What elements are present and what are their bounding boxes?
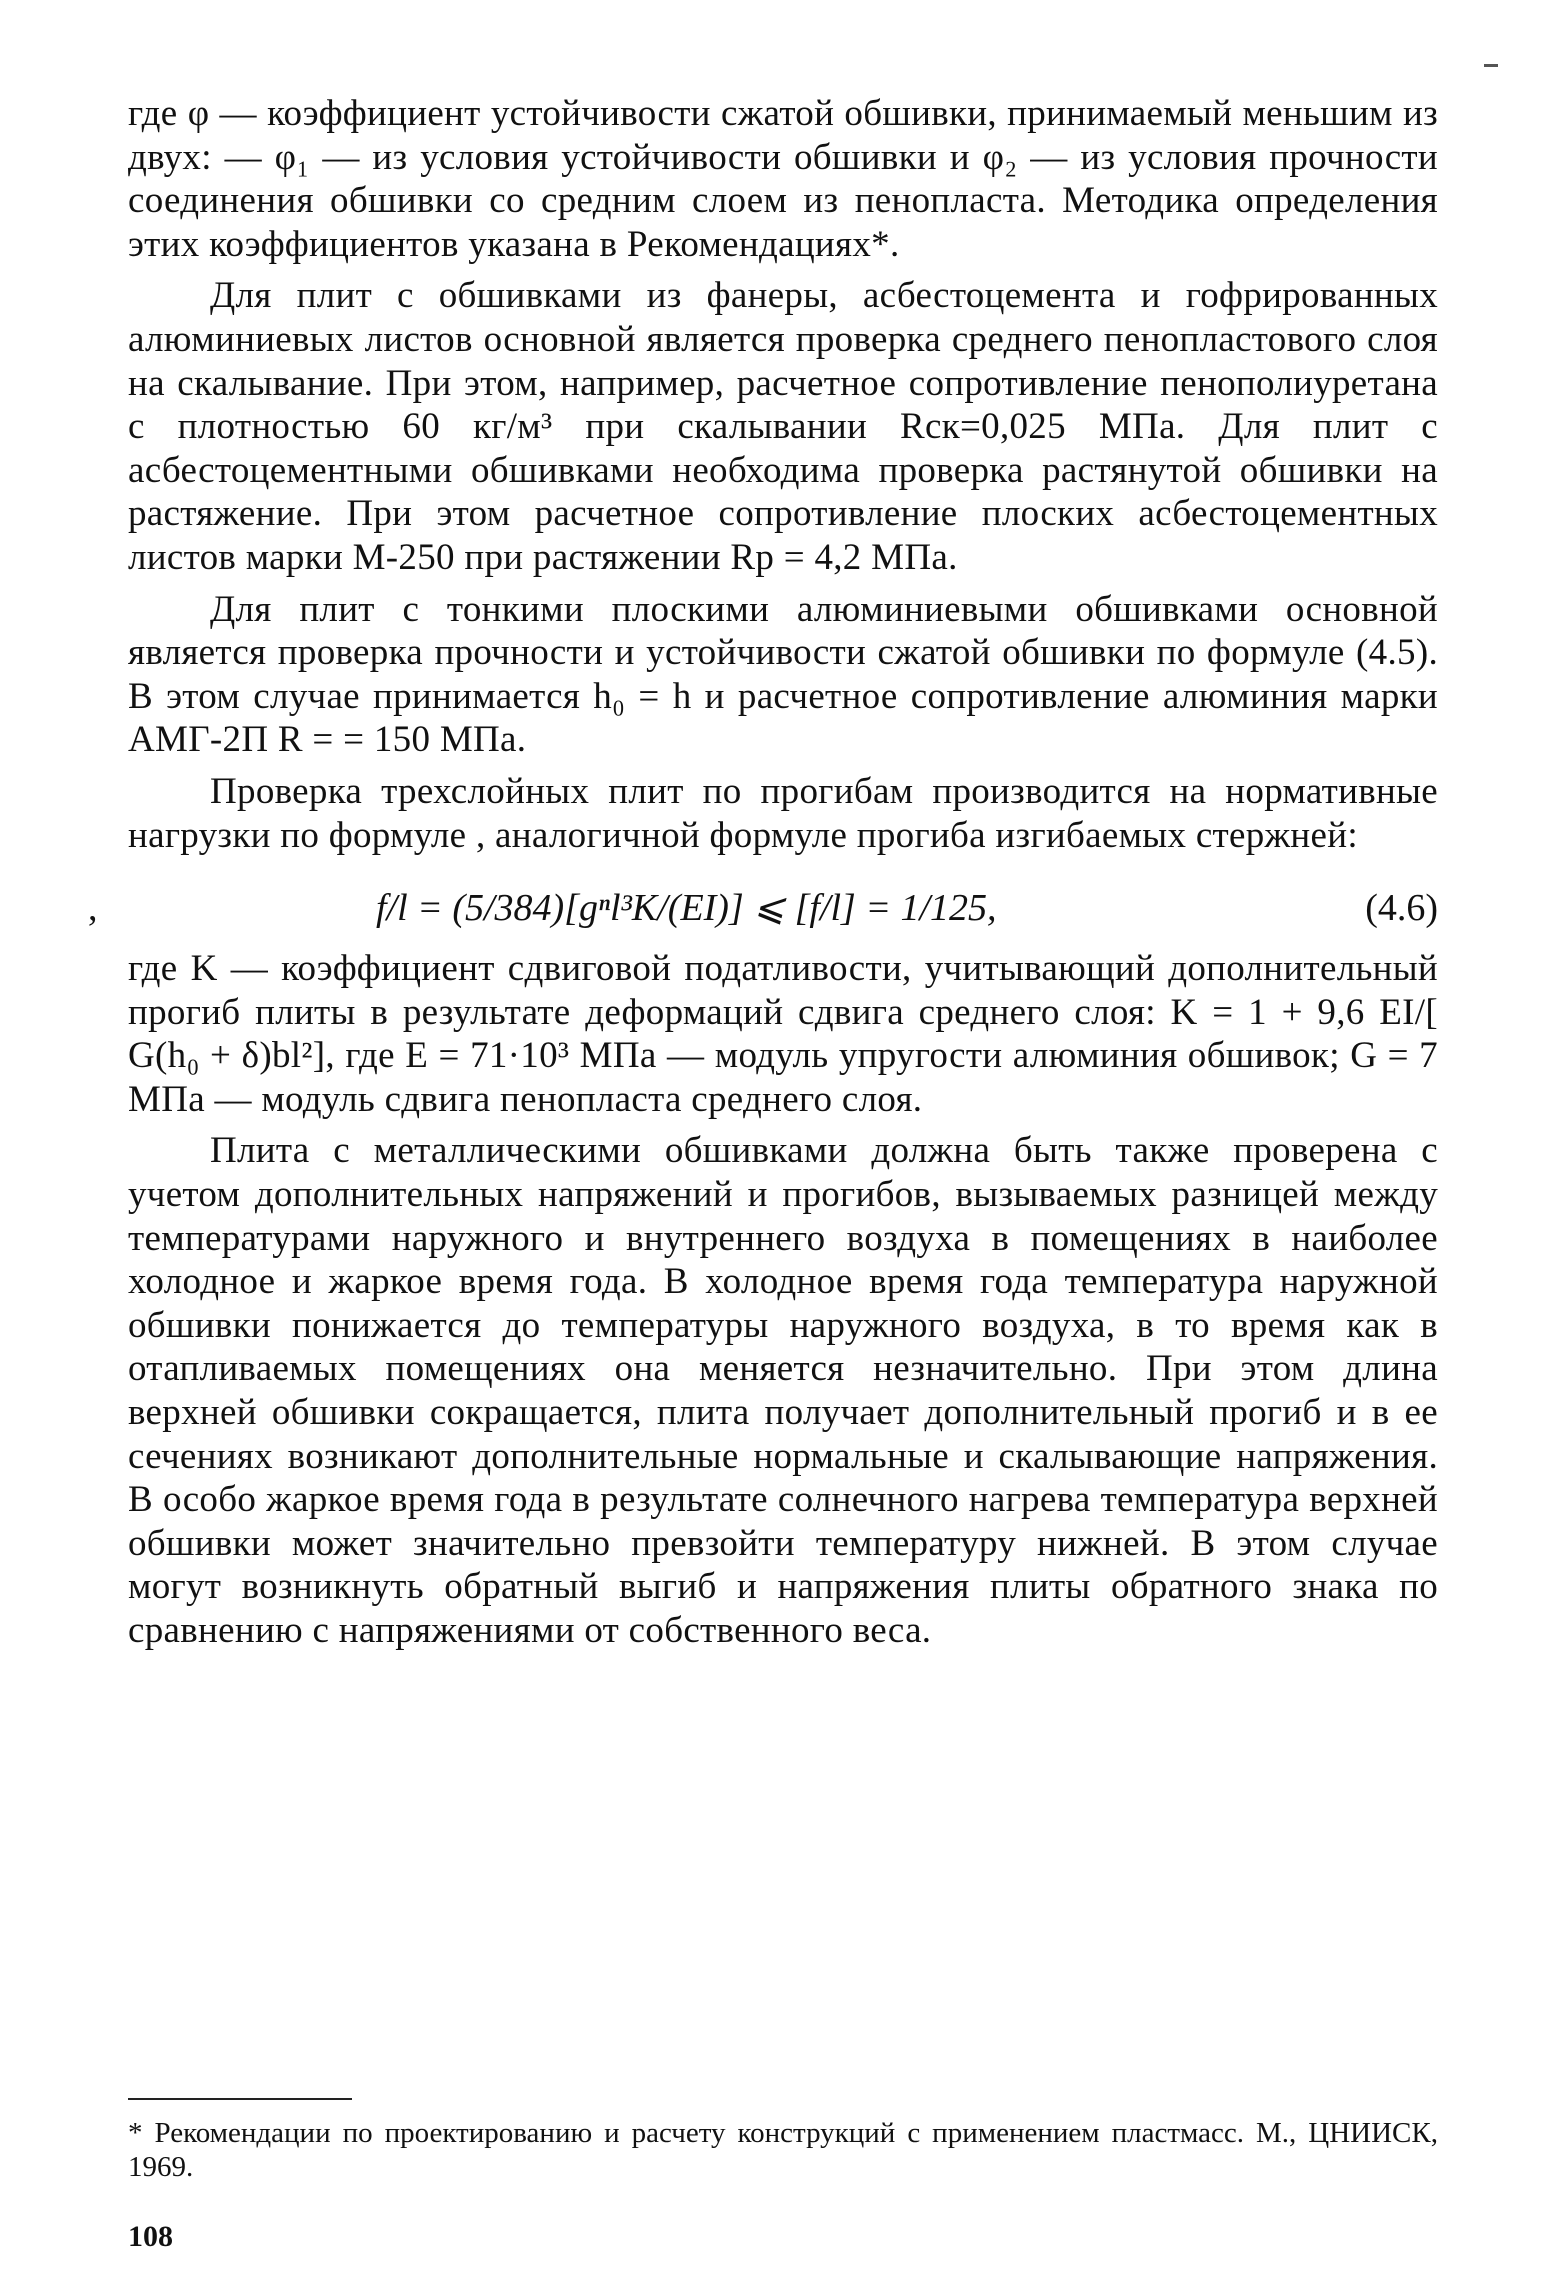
margin-dot: ,: [88, 887, 98, 930]
page-body: [88, 92, 1438, 1653]
footnote: * Рекомендации по проектированию и расчету конструкций с применением пластмасс. М., ЦНИИСК, 1969.: [128, 2117, 1438, 2183]
paragraph-1: где φ — коэффициент устойчивости сжатой обшивки, принимаемый меньшим из двух: — φ₁ — из условия устойчивости обшивки и φ₂ — из условия прочности соединения обшивки со средним слоем из пенопласта. Методика определения этих коэффициентов указана в Рекомендациях*.: [128, 93, 1438, 265]
paragraph-4: Проверка трехслойных плит по прогибам производится на нормативные нагрузки по формуле , аналогичной формуле прогиба изгибаемых стержней:: [128, 770, 1438, 856]
margin-mark: [1484, 64, 1498, 67]
footnote-rule: [128, 2098, 352, 2100]
equation-number: (4.6): [1365, 887, 1438, 930]
paragraph-3: Для плит с тонкими плоскими алюминиевыми обшивками основной является проверка прочности и устойчивости сжатой обшивки по формуле (4.5). В этом случае принимается h₀ = h и расчетное сопротивление алюминия марки АМГ-2П R = = 150 МПа.: [128, 588, 1438, 761]
paragraph-5: где K — коэффициент сдвиговой податливости, учитывающий дополнительный прогиб плиты в результате деформаций сдвига среднего слоя: K = 1 + 9,6 EI/[ G(h₀ + δ)bl²], где E = 71·10³ МПа — модуль упругости алюминия обшивок; G = 7 МПа — модуль сдвига пенопласта среднего слоя.: [128, 948, 1438, 1120]
paragraph-2: Для плит с обшивками из фанеры, асбестоцемента и гофрированных алюминиевых листов основной является проверка среднего пенопластового слоя на скалывание. При этом, например, расчетное сопротивление пенополиуретана с плотностью 60 кг/м³ при скалывании Rск=0,025 МПа. Для плит с асбестоцементными обшивками необходима проверка растянутой обшивки на растяжение. При этом расчетное сопротивление плоских асбестоцементных листов марки М-250 при растяжении Rр = 4,2 МПа.: [128, 275, 1438, 578]
paragraph-6: Плита с металлическими обшивками должна быть также проверена с учетом дополнительных напряжений и прогибов, вызываемых разницей между температурами наружного и внутреннего воздуха в помещениях в наиболее холодное и жаркое время года. В холодное время года температура наружной обшивки понижается до температуры наружного воздуха, в то время как в отапливаемых помещениях она меняется незначительно. При этом длина верхней обшивки сокращается, плита получает дополнительный прогиб и в ее сечениях возникают дополнительные нормальные и скалывающие напряжения. В особо жаркое время года в результате солнечного нагрева температура верхней обшивки может значительно превзойти температуру нижней. В этом случае могут возникнуть обратный выгиб и напряжения плиты обратного знака по сравнению с напряжениями от собственного веса.: [128, 1130, 1438, 1651]
formula-4-6: [88, 877, 1438, 939]
formula-text: f/l = (5/384)[gⁿl³K/(EI)] ⩽ [f/l] = 1/125,: [376, 887, 997, 930]
page-number: 108: [128, 2220, 173, 2253]
